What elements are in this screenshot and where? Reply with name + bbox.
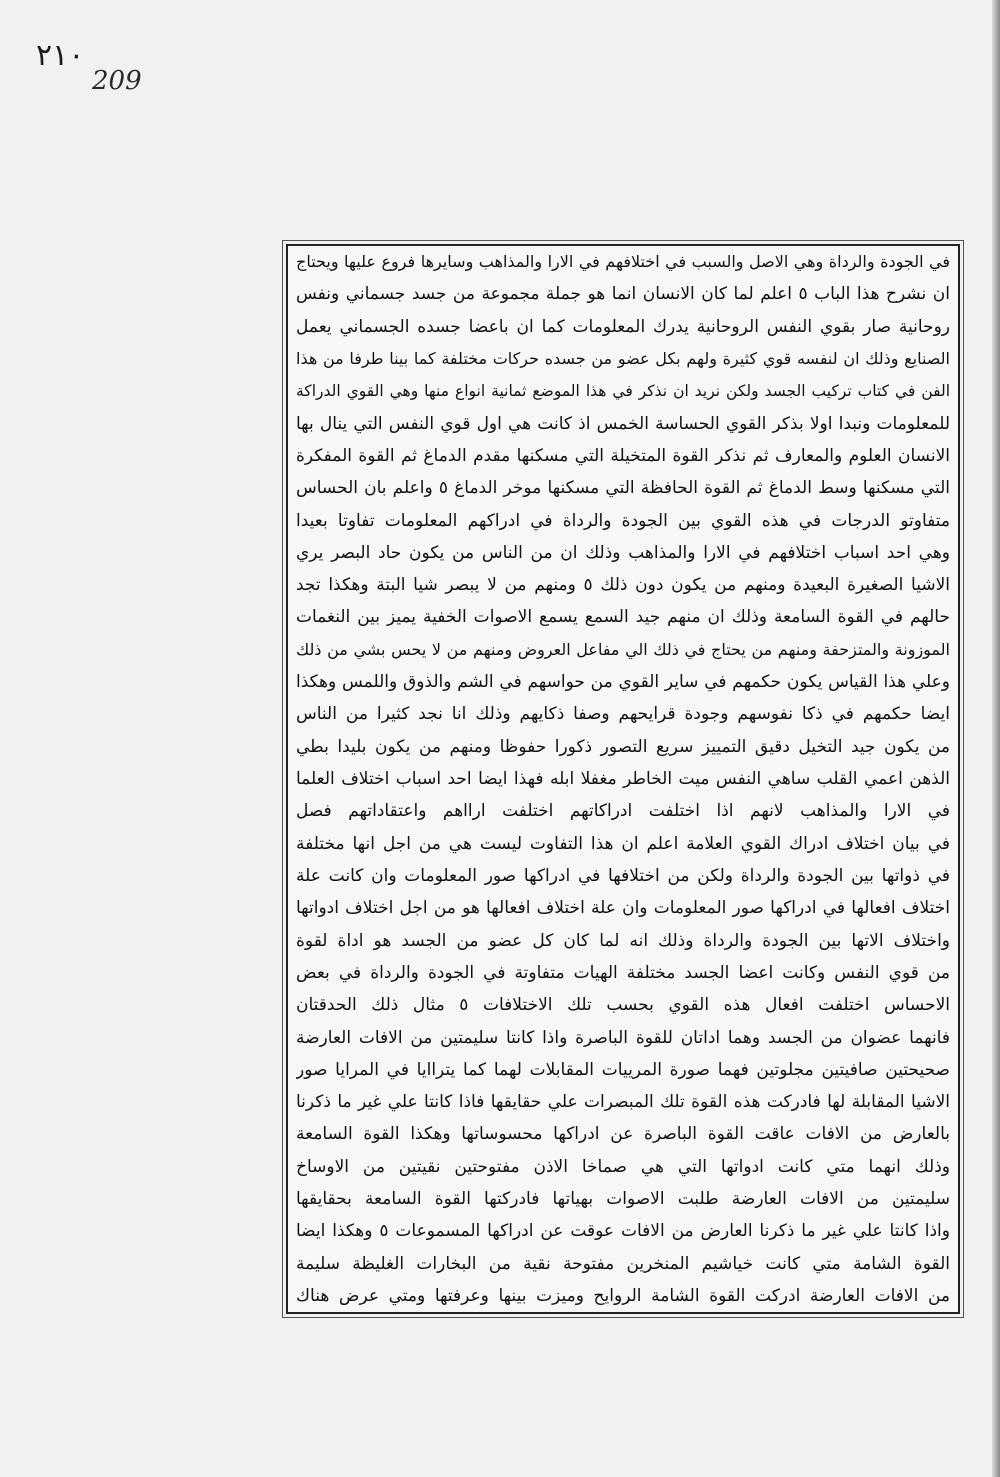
text-line: الصنايع وذلك ان لنفسه قوي كثيرة ولهم بكل عضو من جسده حركات مختلفة كما بينا طرفا من هذا	[296, 348, 950, 368]
text-line: الاشيا الصغيرة البعيدة ومنهم من يكون دون ذلك ٥ ومنهم من لا يبصر شيا البتة وهكذا تجد	[296, 575, 950, 596]
text-line: من قوي النفس وكانت اعضا الجسد مختلفة الهيات متفاوتة في الجودة والرداة في بعض	[296, 962, 950, 983]
text-line: صحيحتين صافيتين مجلوتين فهما صورة المرييات المقابلات لهما كما يتراايا في المرايا صور	[296, 1059, 950, 1080]
text-line: متفاوتو الدرجات في هذه القوي بين الجودة والرداة في ادراكهم المعلومات تفاوتا بعيدا	[296, 510, 950, 531]
manuscript-text-block	[296, 250, 950, 1308]
text-line: الاحساس اختلفت افعال هذه القوي بحسب تلك الاختلافات ٥ مثال ذلك الحدقتان	[296, 995, 950, 1016]
text-line: ان نشرح هذا الباب ٥ اعلم لما كان الانسان انما هو جملة مجموعة من جسد جسماني ونفس	[296, 284, 950, 305]
text-line: الفن في كتاب تركيب الجسد ولكن نريد ان نذكر في هذا الموضع ثمانية انواع منها وهي القوي الدراكة	[296, 382, 950, 401]
text-line: في بيان اختلاف ادراك القوي العلامة اعلم ان هذا التفاوت ليست هي من اجل انها مختلفة	[296, 833, 950, 854]
text-line: وذلك انهما متي كانت ادواتها التي هي صماخا الاذن مفتوحتين نقيتين من الاوساخ	[296, 1156, 950, 1177]
text-line: من الافات العارضة ادركت القوة الشامة الروايح وميزت بينها وعرفتها ومتي عرض هناك	[296, 1286, 950, 1306]
text-line: الاشيا المقابلة لها فادركت هذه القوة تلك المبصرات علي حقايقها فاذا كانتا علي غير ما ذكرنا	[296, 1092, 950, 1113]
text-line: من يكون جيد التخيل دقيق التمييز سريع التصور ذكورا حفوظا ومنهم من يكون بليدا بطي	[296, 736, 950, 757]
text-line: وعلي هذا القياس يكون حكمهم في ساير القوي من حواسهم في الشم والذوق واللمس وهكذا	[296, 672, 950, 693]
text-line: للمعلومات ونبدا اولا بذكر القوي الحساسة الخمس اذ كانت هي اول قوي النفس التي ينال بها	[296, 413, 950, 434]
folio-number-arabic: ٢١٠	[36, 38, 85, 73]
text-line: في ذواتها بين الجودة والرداة ولكن من اختلافها في ادراكها صور المعلومات وان كانت علة	[296, 865, 950, 886]
text-line: واختلاف الاتها بين الجودة والرداة وذلك انه لما كان كل عضو من الجسد هو اداة لقوة	[296, 930, 950, 951]
text-line: وهي احد اسباب اختلافهم في الارا والمذاهب وذلك ان من الناس من يكون حاد البصر يري	[296, 542, 950, 563]
text-line: التي مسكنها وسط الدماغ ثم القوة الحافظة التي مسكنها موخر الدماغ ٥ واعلم بان الحساس	[296, 478, 950, 499]
section-heading-line: في الارا والمذاهب لانهم اذا اختلفت ادراكاتهم اختلفت ارااهم واعتقاداتهم فصل	[296, 801, 950, 822]
text-line: في الجودة والرداة وهي الاصل والسبب في اختلافهم في الارا والمذاهب وسايرها فروع عليها ويحتاج	[296, 252, 950, 271]
folio-number-latin: 209	[92, 66, 142, 96]
text-line: الموزونة والمتزحفة ومنهم من يحتاج في ذلك الي مفاعل العروض ومنهم من لا يحس بشي من ذلك	[296, 639, 950, 659]
text-line: الذهن اعمي القلب ساهي النفس ميت الخاطر مغفلا ابله فهذا ايضا احد اسباب اختلاف العلما	[296, 769, 950, 789]
text-line: واذا كانتا علي غير ما ذكرنا العارض من الافات عوقت عن ادراكها المسموعات ٥ وهكذا ايضا	[296, 1221, 950, 1242]
text-line: حالهم في القوة السامعة وذلك ان منهم جيد السمع يسمع الاصوات الخفية يميز بين النغمات	[296, 607, 950, 628]
text-line: اختلاف افعالها في ادراكها صور المعلومات وان علة اختلاف افعالها هو من اجل اختلاف ادواتها	[296, 898, 950, 919]
text-line: فانهما عضوان من الجسد وهما اداتان للقوة الباصرة واذا كانتا سليمتين من الافات العارضة	[296, 1027, 950, 1048]
page-edge-shadow	[992, 0, 1000, 1477]
text-line: بالعارض من الافات عاقت القوة الباصرة عن ادراكها محسوساتها وهكذا القوة السامعة	[296, 1124, 950, 1145]
text-frame	[286, 244, 960, 1314]
text-line: القوة الشامة متي كانت خياشيم المنخرين مفتوحة نقية من البخارات الغليظة سليمة	[296, 1253, 950, 1274]
text-line: سليمتين من الافات العارضة طلبت الاصوات بهياتها فادركتها القوة السامعة بحقايقها	[296, 1189, 950, 1210]
text-line: الانسان العلوم والمعارف ثم نذكر القوة المتخيلة التي مسكنها مقدم الدماغ ثم القوة المفكرة	[296, 445, 950, 466]
text-line: ايضا حكمهم في ذكا نفوسهم وجودة قرايحهم وصفا ذكايهم وذلك انا نجد كثيرا من الناس	[296, 704, 950, 725]
text-line: روحانية صار بقوي النفس الروحانية يدرك المعلومات كما ان باعضا جسده الجسماني يعمل	[296, 316, 950, 337]
